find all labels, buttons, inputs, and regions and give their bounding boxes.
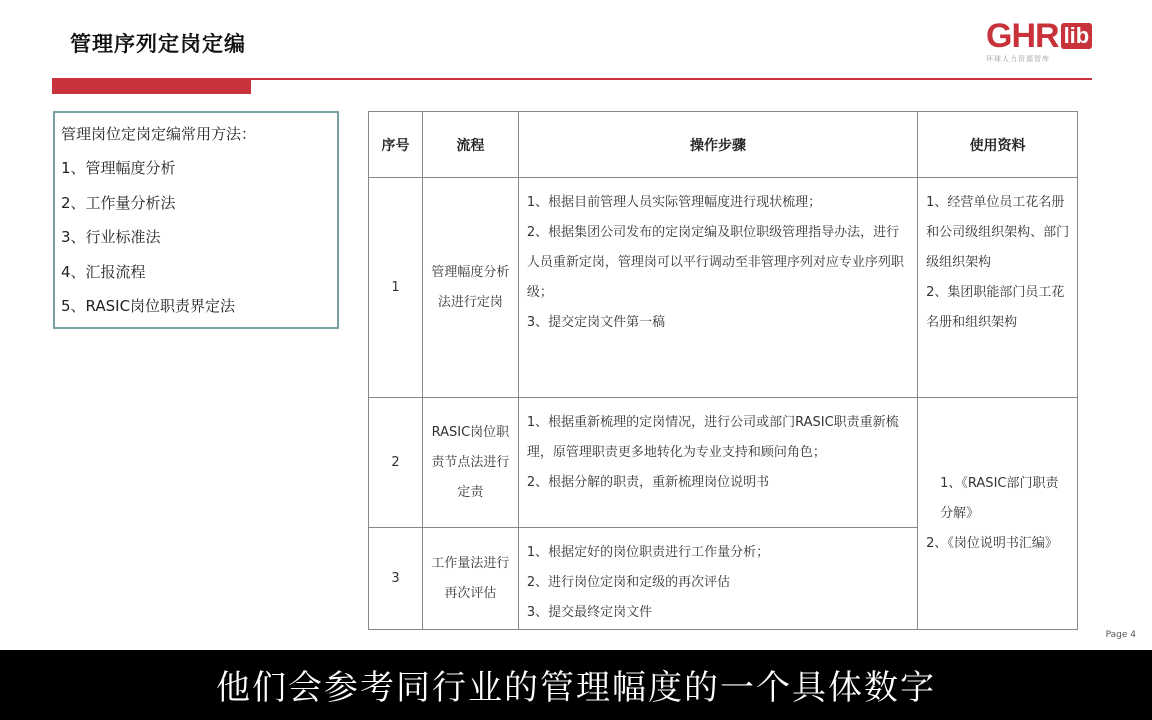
header-steps: 操作步骤 — [518, 112, 917, 178]
header-resources: 使用资料 — [918, 112, 1078, 178]
row-steps — [518, 178, 917, 398]
row-resources — [918, 178, 1078, 398]
logo-lib-badge: lib — [1061, 23, 1093, 49]
resource-line: 2、《岗位说明书汇编》 — [926, 535, 1058, 551]
method-item: 4、汇报流程 — [61, 262, 146, 281]
table-row — [369, 178, 1078, 398]
slide-title: 管理序列定岗定编 — [70, 32, 246, 56]
row-steps — [518, 398, 917, 528]
header-no: 序号 — [369, 112, 423, 178]
row-no: 1 — [369, 178, 423, 398]
row-flow: 管理幅度分析法进行定岗 — [422, 178, 518, 398]
page-number: Page 4 — [1105, 630, 1136, 640]
video-subtitle: 他们会参考同行业的管理幅度的一个具体数字 — [216, 668, 936, 708]
resource-line: 1、经营单位员工花名册和公司级组织架构、部门级组织架构 — [926, 195, 1070, 270]
resource-line: 1、《RASIC部门职责分解》 — [940, 475, 1059, 521]
step-line: 2、根据分解的职责，重新梳理岗位说明书 — [526, 475, 770, 490]
row-flow: RASIC岗位职责节点法进行定责 — [422, 398, 518, 528]
method-item: 2、工作量分析法 — [61, 193, 176, 212]
resource-line: 2、集团职能部门员工花名册和组织架构 — [926, 285, 1065, 330]
shared-resources — [918, 398, 1078, 630]
logo-main-text: GHR — [986, 17, 1059, 55]
step-line: 1、根据目前管理人员实际管理幅度进行现状梳理； — [526, 195, 822, 210]
step-line: 1、根据重新梳理的定岗情况，进行公司或部门RASIC职责重新梳理，原管理职责更多地转化为专业支持和顾问角色； — [526, 415, 899, 460]
row-no: 2 — [369, 398, 423, 528]
table-row — [369, 398, 1078, 528]
table-header-row — [369, 112, 1078, 178]
methods-title: 管理岗位定岗定编常用方法： — [61, 125, 257, 143]
method-item: 1、管理幅度分析 — [61, 159, 176, 177]
ghr-lib-logo — [986, 18, 1090, 70]
row-no: 3 — [369, 528, 423, 630]
methods-box — [53, 111, 339, 329]
step-line: 2、进行岗位定岗和定级的再次评估 — [526, 575, 731, 590]
row-flow: 工作量法进行再次评估 — [422, 528, 518, 630]
step-line: 1、根据定好的岗位职责进行工作量分析； — [526, 545, 770, 560]
method-item: 5、RASIC岗位职责界定法 — [61, 297, 236, 315]
process-table — [368, 111, 1078, 630]
step-line: 2、根据集团公司发布的定岗定编及职位职级管理指导办法，进行人员重新定岗，管理岗可以平行调动至非管理序列对应专业序列职级； — [526, 225, 904, 300]
row-steps — [518, 528, 917, 630]
logo-wordmark — [986, 18, 1090, 54]
header-accent-bar — [52, 80, 251, 94]
header-flow: 流程 — [422, 112, 518, 178]
step-line: 3、提交最终定岗文件 — [526, 605, 653, 620]
method-item: 3、行业标准法 — [61, 228, 161, 246]
step-line: 3、提交定岗文件第一稿 — [526, 315, 666, 330]
logo-tagline: 环球人力资源智库 — [986, 55, 1050, 63]
